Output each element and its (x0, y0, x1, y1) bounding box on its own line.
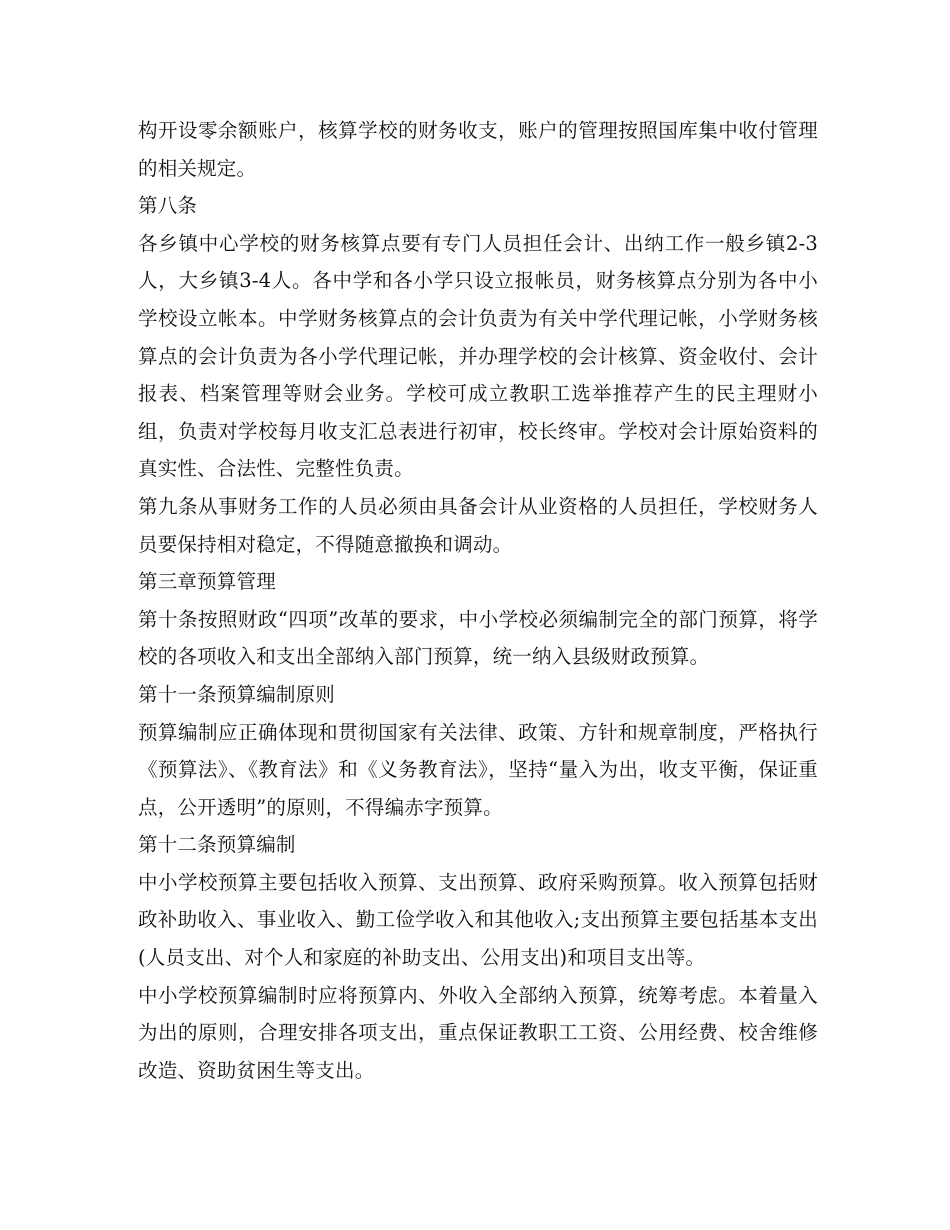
paragraph-budget-contents: 中小学校预算主要包括收入预算、支出预算、政府采购预算。收入预算包括财政补助收入、事业收入、勤工俭学收入和其他收入;支出预算主要包括基本支出(人员支出、对个人和家庭的补助支出、公用支出)和项目支出等。 (138, 870, 818, 970)
article-9-paragraph: 第九条从事财务工作的人员必须由具备会计从业资格的人员担任，学校财务人员要保持相对稳定，不得随意撤换和调动。 (138, 494, 818, 556)
document-body (138, 112, 818, 1089)
article-12-heading: 第十二条预算编制 (138, 833, 296, 857)
article-8-heading: 第八条 (138, 194, 198, 218)
paragraph-accounting-staff: 各乡镇中心学校的财务核算点要有专门人员担任会计、出纳工作一般乡镇2-3人，大乡镇3-4人。各中学和各小学只设立报帐员，财务核算点分别为各中小学校设立帐本。中学财务核算点的会计负责为有关中学代理记帐，小学财务核算点的会计负责为各小学代理记帐，并办理学校的会计核算、资金收付、会计报表、档案管理等财会业务。学校可成立教职工选举推荐产生的民主理财小组，负责对学校每月收支汇总表进行初审，校长终审。学校对会计原始资料的真实性、合法性、完整性负责。 (138, 231, 818, 481)
article-10-paragraph: 第十条按照财政“四项”改革的要求，中小学校必须编制完全的部门预算，将学校的各项收入和支出全部纳入部门预算，统一纳入县级财政预算。 (138, 607, 818, 669)
paragraph-account-management: 构开设零余额账户，核算学校的财务收支，账户的管理按照国库集中收付管理的相关规定。 (138, 119, 818, 180)
chapter-3-heading: 第三章预算管理 (138, 570, 276, 594)
paragraph-budget-planning: 中小学校预算编制时应将预算内、外收入全部纳入预算，统筹考虑。本着量入为出的原则，合理安排各项支出，重点保证教职工工资、公用经费、校舍维修改造、资助贫困生等支出。 (138, 983, 818, 1082)
paragraph-budget-principles: 预算编制应正确体现和贯彻国家有关法律、政策、方针和规章制度，严格执行《预算法》、《教育法》和《义务教育法》，坚持“量入为出，收支平衡，保证重点，公开透明”的原则，不得编赤字预算。 (138, 720, 818, 819)
article-11-heading: 第十一条预算编制原则 (138, 682, 336, 706)
